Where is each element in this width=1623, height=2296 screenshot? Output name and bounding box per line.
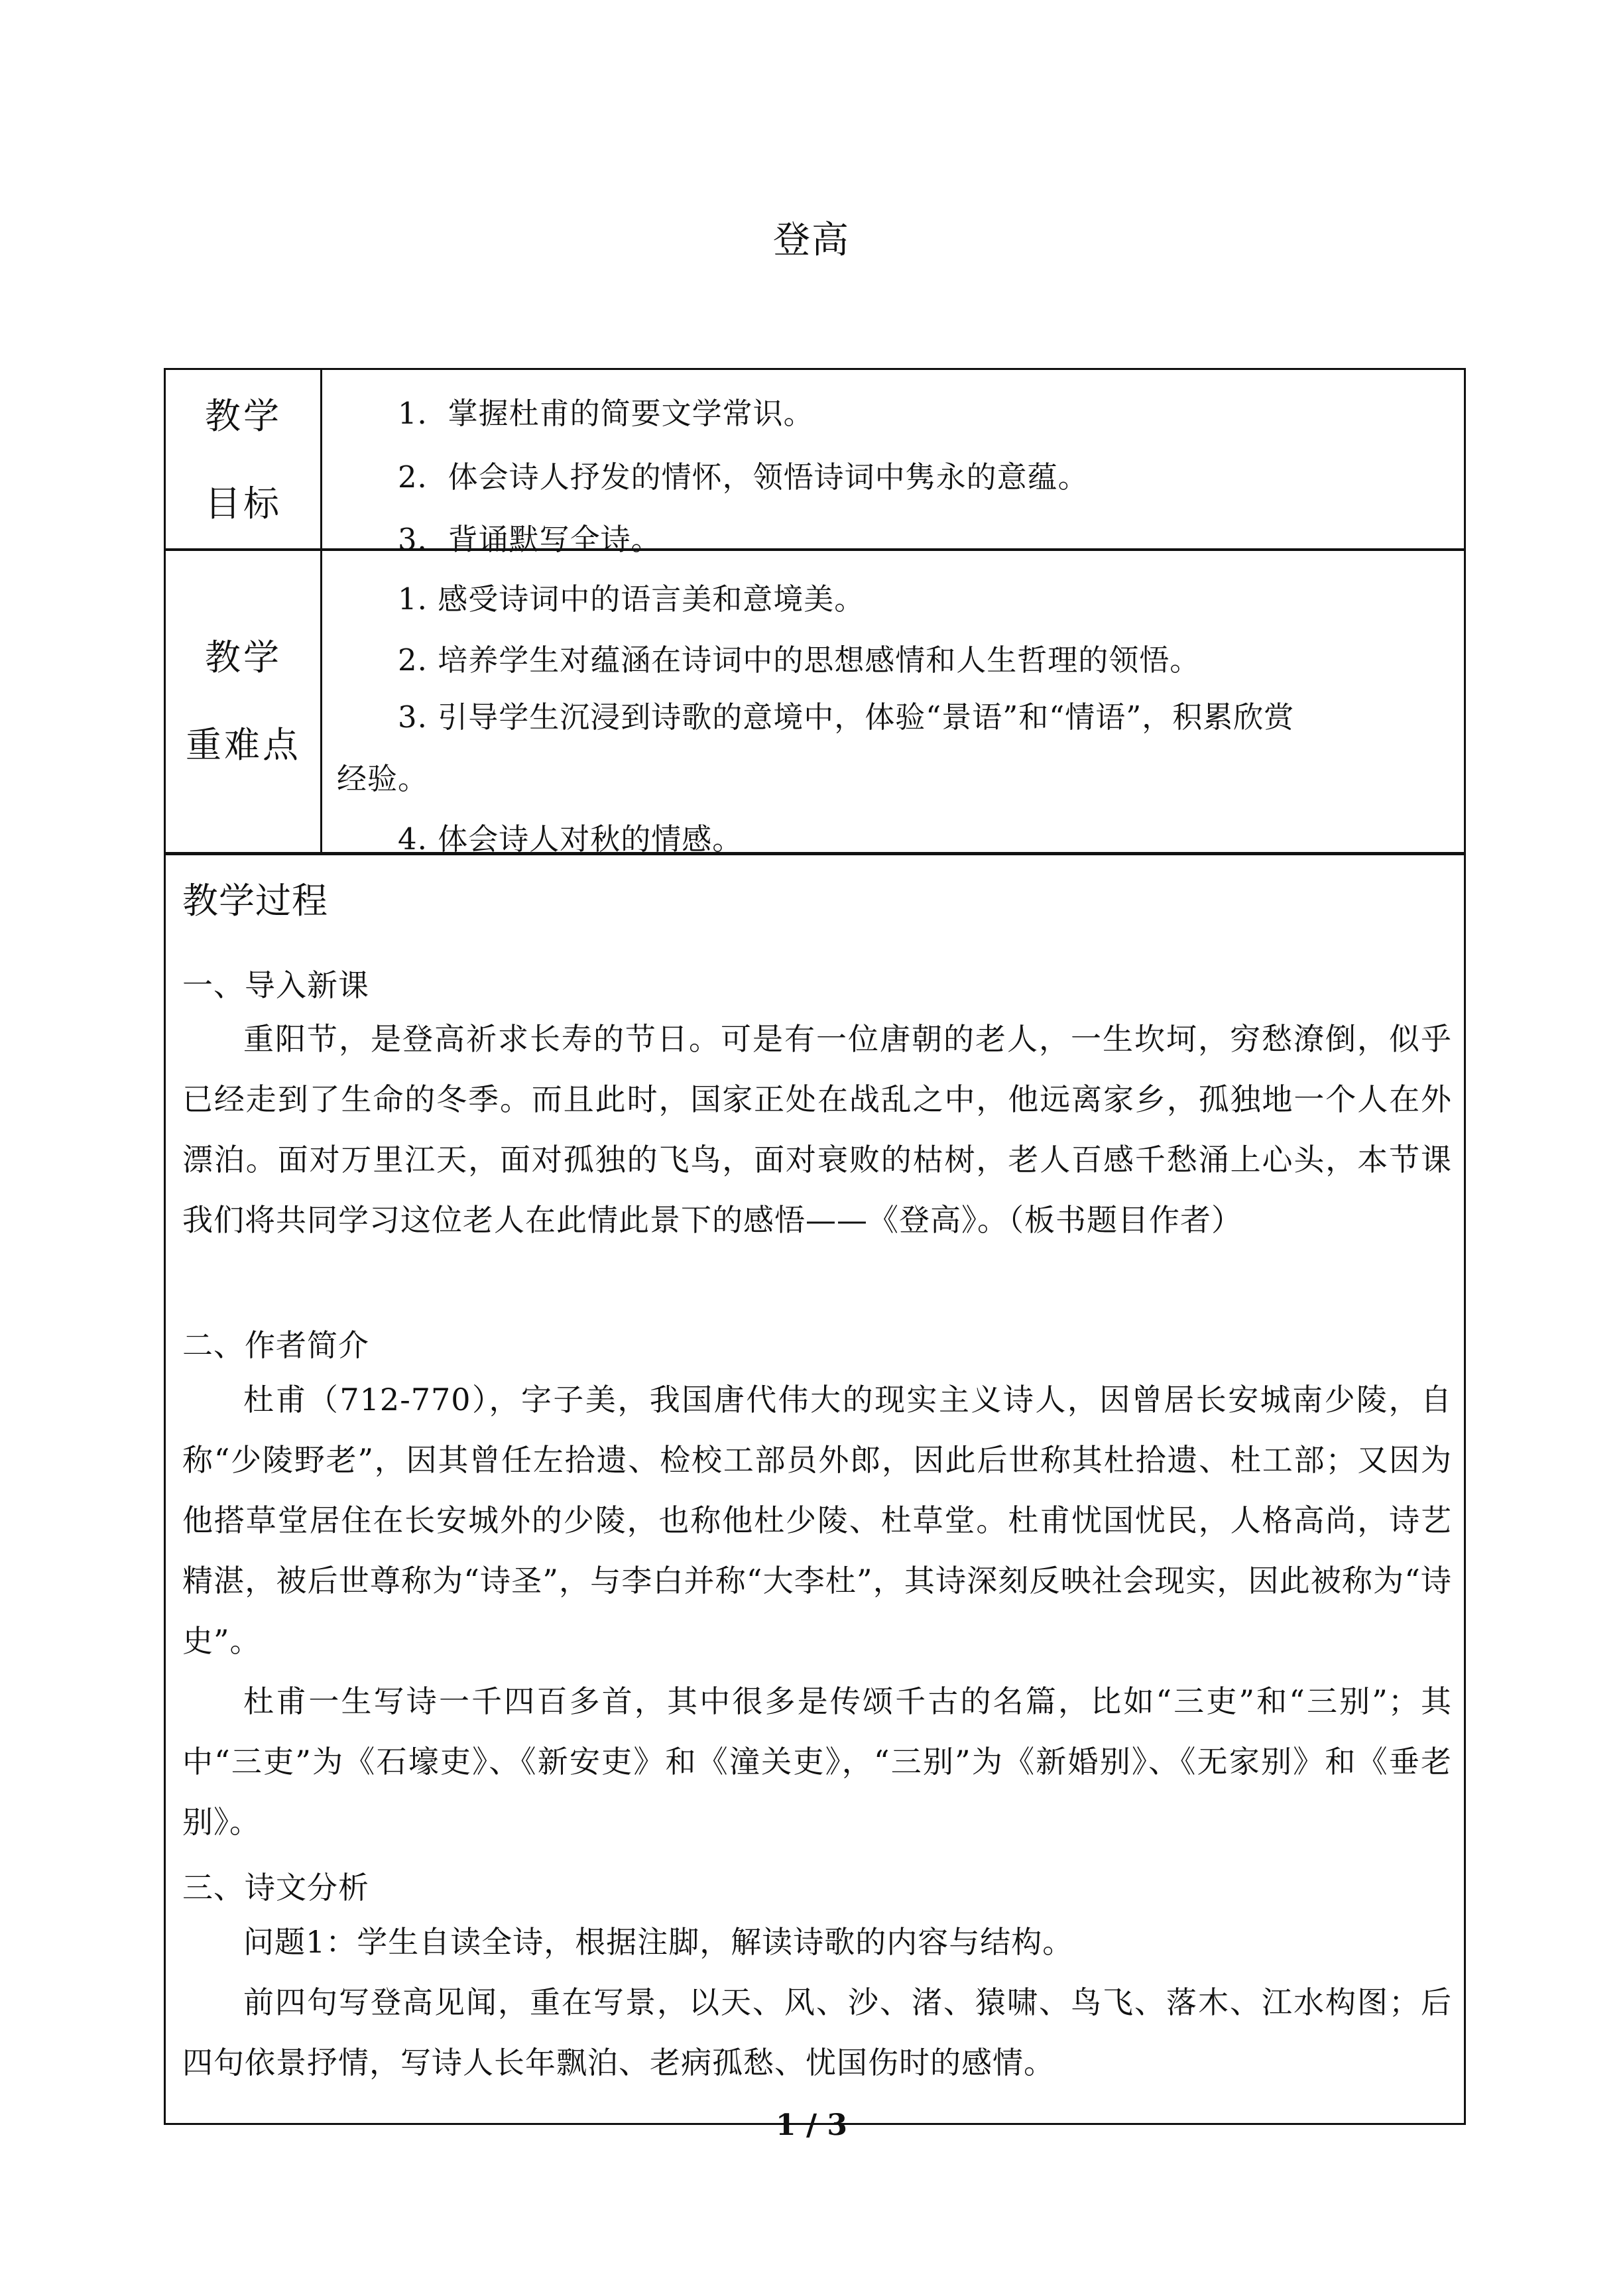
paragraph: 问题1：学生自读全诗，根据注脚，解读诗歌的内容与结构。 [243,1924,1074,1960]
keypoint-item-continuation: 经验。 [337,761,429,796]
keypoints-label-line1: 教学 [205,636,282,678]
objective-item: 2．体会诗人抒发的情怀，领悟诗词中隽永的意蕴。 [398,459,1089,495]
objective-item: 3．背诵默写全诗。 [398,522,662,557]
page-number: 1 / 3 [776,2108,847,2142]
objectives-label-line1: 教学 [205,395,282,437]
keypoints-label-line2: 重难点 [186,724,301,766]
keypoint-item: 1. 感受诗词中的语言美和意境美。 [398,581,865,617]
section-heading: 二、作者简介 [182,1327,369,1363]
process-heading: 教学过程 [182,880,328,922]
paragraph: 前四句写登高见闻，重在写景，以天、风、沙、渚、猿啸、鸟飞、落木、江水构图；后四句依景抒情，写诗人长年飘泊、老病孤愁、忧国伤时的感情。 [182,1984,1452,2081]
objectives-label-line2: 目标 [205,483,282,524]
document-title: 登高 [773,219,850,262]
objective-item: 1．掌握杜甫的简要文学常识。 [398,396,814,431]
keypoint-item: 4. 体会诗人对秋的情感。 [398,821,743,857]
paragraph: 重阳节，是登高祈求长寿的节日。可是有一位唐朝的老人，一生坎坷，穷愁潦倒，似乎已经走到了生命的冬季。而且此时，国家正处在战乱之中，他远离家乡，孤独地一个人在外漂泊。面对万里江天，面对孤独的飞鸟，面对衰败的枯树，老人百感千愁涌上心头，本节课我们将共同学习这位老人在此情此景下的感悟——《登高》。（板书题目作者） [182,1021,1452,1238]
section-heading: 一、导入新课 [182,967,369,1003]
keypoint-item: 3. 引导学生沉浸到诗歌的意境中，体验“景语”和“情语”，积累欣赏 [398,699,1295,735]
section-heading: 三、诗文分析 [182,1870,369,1905]
keypoint-item: 2. 培养学生对蕴涵在诗词中的思想感情和人生哲理的领悟。 [398,642,1201,678]
paragraph: 杜甫一生写诗一千四百多首，其中很多是传颂千古的名篇，比如“三吏”和“三别”；其中“三吏”为《石壕吏》、《新安吏》和《潼关吏》，“三别”为《新婚别》、《无家别》和《垂老别》。 [182,1683,1452,1840]
paragraph: 杜甫（712-770），字子美，我国唐代伟大的现实主义诗人，因曾居长安城南少陵，自称“少陵野老”，因其曾任左拾遗、检校工部员外郎，因此后世称其杜拾遗、杜工部；又因为他搭草堂居住在长安城外的少陵，也称他杜少陵、杜草堂。杜甫忧国忧民，人格高尚，诗艺精湛，被后世尊称为“诗圣”，与李白并称“大李杜”，其诗深刻反映社会现实，因此被称为“诗史”。 [182,1382,1452,1659]
